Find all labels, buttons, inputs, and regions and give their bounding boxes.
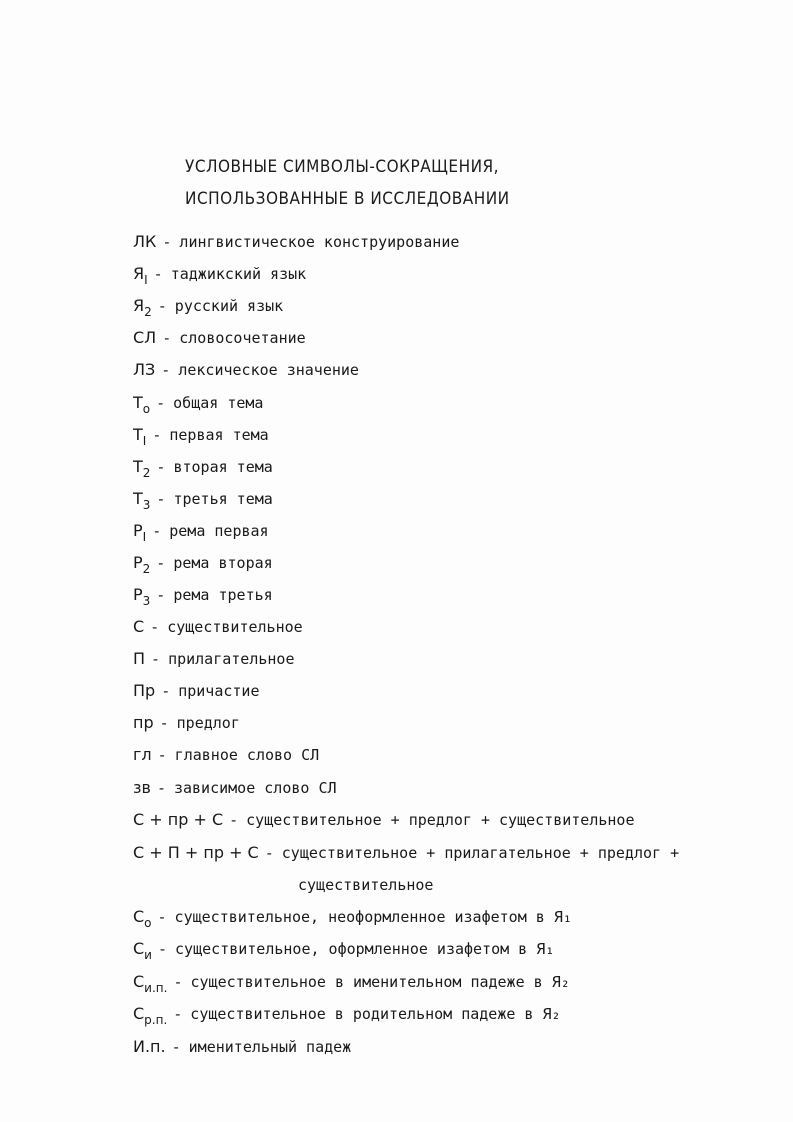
abbreviation: пр [133,713,154,732]
list-item [133,487,273,511]
heading-line-1: УСЛОВНЫЕ СИМВОЛЫ-СОКРАЩЕНИЯ, [185,157,500,177]
abbreviation: $Р_2$ [133,553,151,576]
list-item [133,294,283,318]
abbreviation: $С_{р.п.}$ [133,1004,168,1027]
definition: вторая тема [173,458,273,476]
list-item [133,808,634,832]
abbreviation: $С_{и.п.}$ [133,972,168,995]
definition: прилагательное [168,650,295,668]
list-item [133,423,269,447]
definition: лексическое значение [178,361,359,379]
abbreviation: $Т_I$ [133,425,147,448]
definition: существительное в именительном падеже в Я₂ [190,973,570,991]
dash: - [157,746,167,764]
definition: рема вторая [173,554,273,572]
list-item [133,455,273,479]
dash: - [264,844,274,862]
dash: - [162,233,172,251]
dash: - [152,426,162,444]
abbreviation: $Т_3$ [133,489,151,512]
definition: главное слово СЛ [174,746,320,764]
abbreviation: зв [133,778,151,797]
abbreviation: И.п. [133,1037,166,1056]
abbreviation: $С_о$ [133,907,152,930]
dash: - [157,297,167,315]
list-item [133,326,306,350]
list-item [133,262,306,286]
definition: предлог [176,714,240,732]
abbreviation: ЛЗ [133,360,156,379]
dash: - [156,490,166,508]
definition: существительное + прилагательное + предлог + [281,844,680,862]
dash: - [173,973,183,991]
dash: - [156,554,166,572]
list-item [133,615,303,639]
abbreviation: $Я_I$ [133,264,148,287]
list-item [133,391,263,415]
definition-continuation: существительное [298,876,434,894]
definition: общая тема [173,394,264,412]
definition: первая тема [169,426,269,444]
list-item [133,905,572,929]
abbreviation: ЛК [133,232,157,251]
list-item [133,1002,561,1026]
dash: - [152,522,162,540]
list-item [133,711,240,735]
list-item [133,970,570,994]
abbreviation: $Р_3$ [133,585,151,608]
dash: - [157,940,168,958]
dash: - [156,586,166,604]
dash: - [157,908,167,926]
definition: зависимое слово СЛ [173,779,337,797]
abbreviation: $Т_о$ [133,393,151,416]
abbreviation: С + П + пр + С [133,843,259,862]
definition: существительное в родительном падеже в Я₂ [190,1005,561,1023]
abbreviation: С [133,617,145,636]
abbreviation: С + пр + С [133,810,224,829]
dash: - [171,1038,181,1056]
definition: существительное [167,618,303,636]
dash: - [156,458,166,476]
list-item [133,743,319,767]
definition: причастие [178,682,260,700]
dash: - [229,811,239,829]
list-item [133,841,679,865]
dash: - [159,714,169,732]
abbreviation: $Я_2$ [133,296,152,319]
list-item [133,937,554,961]
dash: - [156,394,166,412]
dash: - [151,650,161,668]
definition: рема первая [169,522,269,540]
abbreviation: Пр [133,681,156,700]
heading-line-2: ИСПОЛЬЗОВАННЫЕ В ИССЛЕДОВАНИИ [185,189,510,209]
dash: - [161,682,171,700]
abbreviation: гл [133,745,152,764]
list-item [133,583,273,607]
definition: существительное, оформленное изафетом в Я₁ [175,940,555,958]
list-item [133,230,459,254]
definition: существительное + предлог + существительное [246,811,635,829]
list-item [133,679,260,703]
definition: лингвистическое конструирование [179,233,460,251]
abbreviation: $Р_I$ [133,521,147,544]
list-item [133,647,295,671]
list-item [133,519,269,543]
dash: - [156,779,166,797]
definition: таджикский язык [170,265,307,283]
abbreviation: $С_и$ [133,939,152,962]
definition: именительный падеж [188,1038,352,1056]
dash: - [173,1005,183,1023]
definition: рема третья [173,586,273,604]
abbreviation: П [133,649,146,668]
definition: русский язык [174,297,284,315]
list-item [133,776,337,800]
list-item [133,358,359,382]
dash: - [153,265,163,283]
abbreviation: $Т_2$ [133,457,151,480]
definition: третья тема [173,490,273,508]
definition: словосочетание [179,329,306,347]
dash: - [150,618,160,636]
list-item [133,1035,351,1059]
definition: существительное, неоформленное изафетом в Я₁ [174,908,572,926]
dash: - [162,329,172,347]
dash: - [161,361,171,379]
list-item [133,551,273,575]
abbreviation: СЛ [133,328,157,347]
